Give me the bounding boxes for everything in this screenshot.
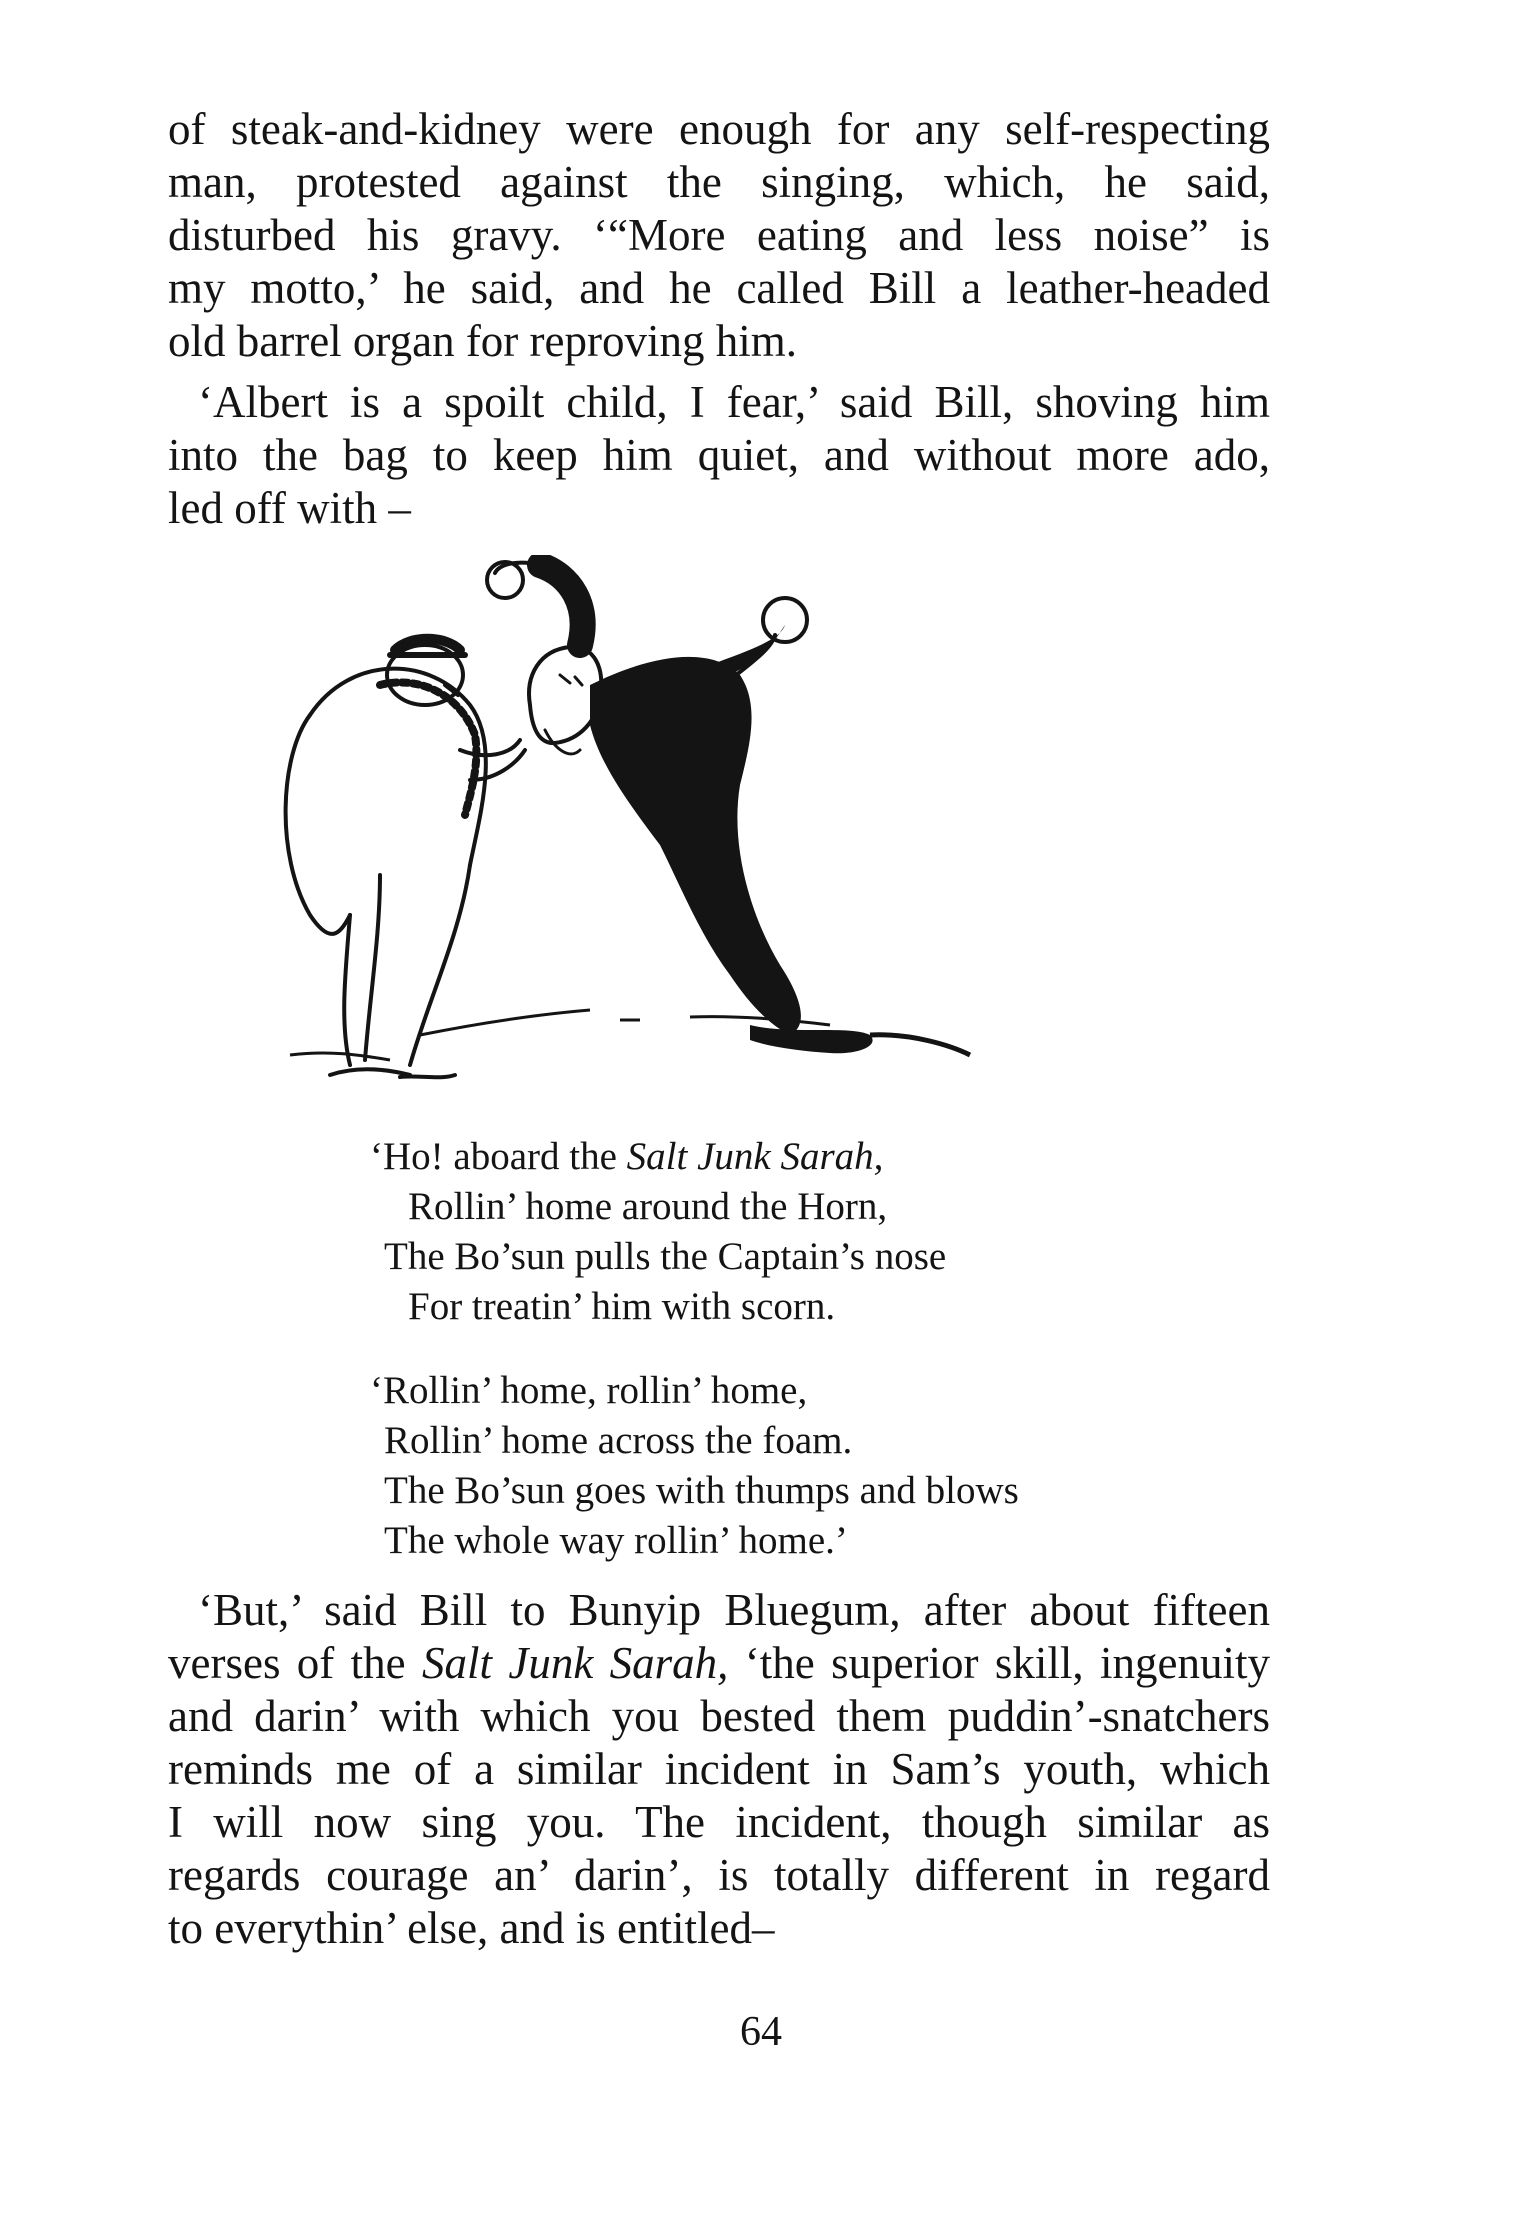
paragraph-line: to everythin’ else, and is entitled– <box>168 1903 775 1953</box>
song-line: For treatin’ him with scorn. <box>408 1285 836 1328</box>
paragraph-text: ‘the superior skill, ingenuity <box>728 1638 1270 1688</box>
song-line: The Bo’sun goes with thumps and blows <box>384 1469 1019 1512</box>
page-number: 64 <box>740 2009 782 2055</box>
song-line: ‘Rollin’ home, rollin’ home, <box>370 1369 808 1412</box>
paragraph-line: regards courage an’ darin’, is totally different in regard <box>168 1850 1270 1900</box>
paragraph-line <box>168 1637 1270 1690</box>
ship-name: Salt Junk Sarah, <box>421 1638 729 1688</box>
paragraph-bill <box>168 1584 1270 1955</box>
paragraph-line: of steak-and-kidney were enough for any self-respecting <box>168 104 1270 154</box>
paragraph-line: led off with – <box>168 483 411 533</box>
bosun-captain-illustration <box>270 555 1230 1115</box>
paragraph-line: old barrel organ for reproving him. <box>168 316 797 366</box>
bosun-figure <box>286 715 350 934</box>
paragraph-line: I will now sing you. The incident, though similar as <box>168 1797 1270 1847</box>
song-line: The whole way rollin’ home.’ <box>384 1519 848 1562</box>
song-line: Rollin’ home across the foam. <box>384 1419 853 1462</box>
paragraph-line: reminds me of a similar incident in Sam’s youth, which <box>168 1744 1270 1794</box>
paragraph-albert <box>168 376 1270 535</box>
song-line: The Bo’sun pulls the Captain’s nose <box>384 1235 947 1278</box>
paragraph-line: man, protested against the singing, which, he said, <box>168 157 1270 207</box>
paragraph-line: into the bag to keep him quiet, and without more ado, <box>168 430 1270 480</box>
ship-name: Salt Junk Sarah, <box>626 1135 884 1178</box>
song-line-text: ‘Ho! aboard the <box>370 1135 627 1178</box>
song-stanza-2 <box>370 1366 1019 1566</box>
song-stanza-1 <box>370 1132 946 1332</box>
paragraph-line: my motto,’ he said, and he called Bill a leather-headed <box>168 263 1270 313</box>
paragraph-line: ‘But,’ said Bill to Bunyip Bluegum, after about fifteen <box>198 1585 1270 1635</box>
paragraph-line: disturbed his gravy. ‘“More eating and less noise” is <box>168 210 1270 260</box>
paragraph-line: ‘Albert is a spoilt child, I fear,’ said Bill, shoving him <box>198 377 1270 427</box>
song-line <box>370 1132 946 1182</box>
song-line: Rollin’ home around the Horn, <box>408 1185 888 1228</box>
paragraph-line: and darin’ with which you bested them puddin’-snatchers <box>168 1691 1270 1741</box>
paragraph-text: verses of the <box>168 1638 422 1688</box>
paragraph-continuation <box>168 103 1270 368</box>
